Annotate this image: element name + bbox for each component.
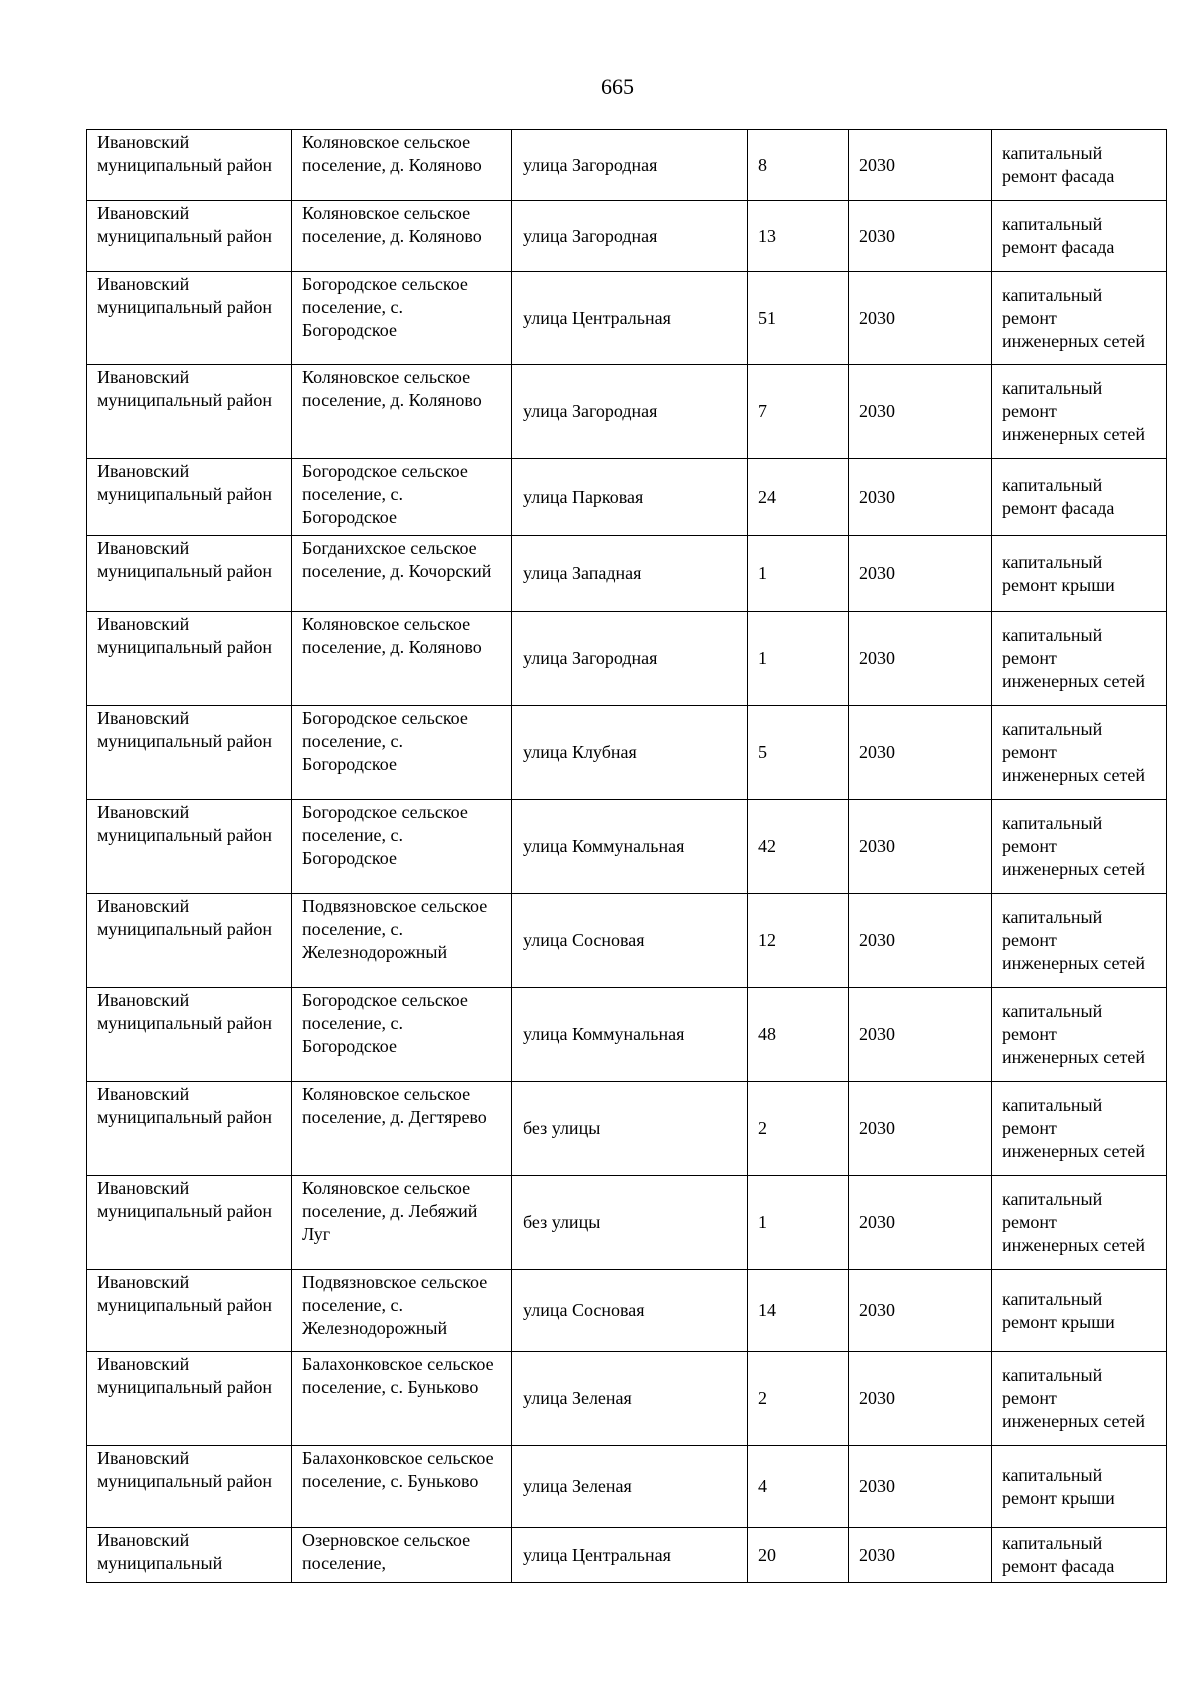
cell-settlement: Подвязновское сельское поселение, с. Железнодорожный <box>292 894 512 988</box>
cell-work-type: капитальный ремонт инженерных сетей <box>992 612 1167 706</box>
cell-house-number: 1 <box>748 536 849 612</box>
cell-house-number: 13 <box>748 201 849 272</box>
cell-settlement: Богородское сельское поселение, с. Богородское <box>292 272 512 365</box>
cell-work-type: капитальный ремонт крыши <box>992 1446 1167 1528</box>
cell-work-type: капитальный ремонт фасада <box>992 459 1167 536</box>
table-row <box>87 988 1167 1082</box>
cell-year: 2030 <box>849 536 992 612</box>
cell-district: Ивановский муниципальный район <box>87 1270 292 1352</box>
cell-district: Ивановский муниципальный район <box>87 1352 292 1446</box>
cell-work-type: капитальный ремонт инженерных сетей <box>992 800 1167 894</box>
cell-work-type: капитальный ремонт инженерных сетей <box>992 988 1167 1082</box>
table-row <box>87 130 1167 201</box>
cell-settlement: Коляновское сельское поселение, д. Коляново <box>292 612 512 706</box>
table-row <box>87 201 1167 272</box>
cell-house-number: 1 <box>748 1176 849 1270</box>
cell-year: 2030 <box>849 201 992 272</box>
cell-work-type: капитальный ремонт инженерных сетей <box>992 365 1167 459</box>
cell-year: 2030 <box>849 612 992 706</box>
cell-year: 2030 <box>849 272 992 365</box>
cell-year: 2030 <box>849 1528 992 1583</box>
cell-street: улица Парковая <box>512 459 748 536</box>
cell-year: 2030 <box>849 800 992 894</box>
cell-settlement: Озерновское сельское поселение, <box>292 1528 512 1583</box>
cell-year: 2030 <box>849 459 992 536</box>
cell-district: Ивановский муниципальный район <box>87 988 292 1082</box>
table-row <box>87 1270 1167 1352</box>
cell-district: Ивановский муниципальный район <box>87 459 292 536</box>
table-row <box>87 536 1167 612</box>
cell-district: Ивановский муниципальный район <box>87 1082 292 1176</box>
cell-year: 2030 <box>849 894 992 988</box>
cell-year: 2030 <box>849 1446 992 1528</box>
cell-year: 2030 <box>849 365 992 459</box>
cell-house-number: 5 <box>748 706 849 800</box>
cell-district: Ивановский муниципальный район <box>87 536 292 612</box>
cell-house-number: 7 <box>748 365 849 459</box>
cell-house-number: 51 <box>748 272 849 365</box>
cell-district: Ивановский муниципальный район <box>87 1176 292 1270</box>
cell-district: Ивановский муниципальный район <box>87 800 292 894</box>
table-row <box>87 612 1167 706</box>
cell-district: Ивановский муниципальный район <box>87 365 292 459</box>
cell-settlement: Балахонковское сельское поселение, с. Буньково <box>292 1352 512 1446</box>
table-row <box>87 1176 1167 1270</box>
cell-street: улица Сосновая <box>512 1270 748 1352</box>
cell-street: улица Зеленая <box>512 1352 748 1446</box>
cell-year: 2030 <box>849 706 992 800</box>
cell-house-number: 2 <box>748 1082 849 1176</box>
cell-settlement: Богородское сельское поселение, с. Богородское <box>292 706 512 800</box>
cell-house-number: 42 <box>748 800 849 894</box>
cell-district: Ивановский муниципальный район <box>87 130 292 201</box>
cell-work-type: капитальный ремонт крыши <box>992 1270 1167 1352</box>
cell-settlement: Балахонковское сельское поселение, с. Буньково <box>292 1446 512 1528</box>
page-number: 665 <box>601 74 634 99</box>
cell-settlement: Богородское сельское поселение, с. Богородское <box>292 988 512 1082</box>
cell-street: улица Зеленая <box>512 1446 748 1528</box>
table-row <box>87 800 1167 894</box>
housing-repair-table <box>86 129 1167 1583</box>
table-row <box>87 365 1167 459</box>
cell-street: без улицы <box>512 1082 748 1176</box>
cell-street: улица Загородная <box>512 201 748 272</box>
table-row <box>87 706 1167 800</box>
cell-year: 2030 <box>849 1352 992 1446</box>
cell-district: Ивановский муниципальный район <box>87 706 292 800</box>
cell-house-number: 24 <box>748 459 849 536</box>
table-row <box>87 272 1167 365</box>
cell-year: 2030 <box>849 988 992 1082</box>
cell-district: Ивановский муниципальный район <box>87 894 292 988</box>
cell-street: улица Клубная <box>512 706 748 800</box>
cell-settlement: Коляновское сельское поселение, д. Коляново <box>292 130 512 201</box>
cell-district: Ивановский муниципальный район <box>87 272 292 365</box>
cell-street: улица Загородная <box>512 365 748 459</box>
cell-work-type: капитальный ремонт крыши <box>992 536 1167 612</box>
table-row <box>87 1082 1167 1176</box>
cell-work-type: капитальный ремонт инженерных сетей <box>992 706 1167 800</box>
cell-settlement: Подвязновское сельское поселение, с. Железнодорожный <box>292 1270 512 1352</box>
cell-work-type: капитальный ремонт инженерных сетей <box>992 1352 1167 1446</box>
cell-district: Ивановский муниципальный <box>87 1528 292 1583</box>
cell-district: Ивановский муниципальный район <box>87 201 292 272</box>
cell-street: улица Загородная <box>512 612 748 706</box>
cell-year: 2030 <box>849 1176 992 1270</box>
table-row <box>87 1528 1167 1583</box>
cell-settlement: Коляновское сельское поселение, д. Дегтярево <box>292 1082 512 1176</box>
cell-settlement: Коляновское сельское поселение, д. Лебяжий Луг <box>292 1176 512 1270</box>
cell-year: 2030 <box>849 130 992 201</box>
cell-house-number: 48 <box>748 988 849 1082</box>
cell-street: улица Сосновая <box>512 894 748 988</box>
cell-house-number: 14 <box>748 1270 849 1352</box>
cell-street: улица Западная <box>512 536 748 612</box>
cell-work-type: капитальный ремонт фасада <box>992 201 1167 272</box>
cell-house-number: 12 <box>748 894 849 988</box>
cell-street: улица Центральная <box>512 272 748 365</box>
cell-settlement: Богородское сельское поселение, с. Богородское <box>292 459 512 536</box>
table-row <box>87 459 1167 536</box>
table-row <box>87 1446 1167 1528</box>
cell-settlement: Богданихское сельское поселение, д. Кочорский <box>292 536 512 612</box>
cell-house-number: 2 <box>748 1352 849 1446</box>
cell-house-number: 4 <box>748 1446 849 1528</box>
table-row <box>87 1352 1167 1446</box>
cell-work-type: капитальный ремонт инженерных сетей <box>992 272 1167 365</box>
table-row <box>87 894 1167 988</box>
cell-work-type: капитальный ремонт инженерных сетей <box>992 1082 1167 1176</box>
cell-street: без улицы <box>512 1176 748 1270</box>
cell-street: улица Коммунальная <box>512 988 748 1082</box>
cell-settlement: Коляновское сельское поселение, д. Коляново <box>292 365 512 459</box>
cell-street: улица Загородная <box>512 130 748 201</box>
cell-work-type: капитальный ремонт фасада <box>992 1528 1167 1583</box>
cell-house-number: 1 <box>748 612 849 706</box>
cell-street: улица Коммунальная <box>512 800 748 894</box>
cell-work-type: капитальный ремонт фасада <box>992 130 1167 201</box>
cell-settlement: Богородское сельское поселение, с. Богородское <box>292 800 512 894</box>
cell-house-number: 20 <box>748 1528 849 1583</box>
cell-district: Ивановский муниципальный район <box>87 1446 292 1528</box>
cell-work-type: капитальный ремонт инженерных сетей <box>992 1176 1167 1270</box>
cell-house-number: 8 <box>748 130 849 201</box>
cell-year: 2030 <box>849 1082 992 1176</box>
cell-settlement: Коляновское сельское поселение, д. Коляново <box>292 201 512 272</box>
cell-district: Ивановский муниципальный район <box>87 612 292 706</box>
cell-year: 2030 <box>849 1270 992 1352</box>
cell-street: улица Центральная <box>512 1528 748 1583</box>
cell-work-type: капитальный ремонт инженерных сетей <box>992 894 1167 988</box>
